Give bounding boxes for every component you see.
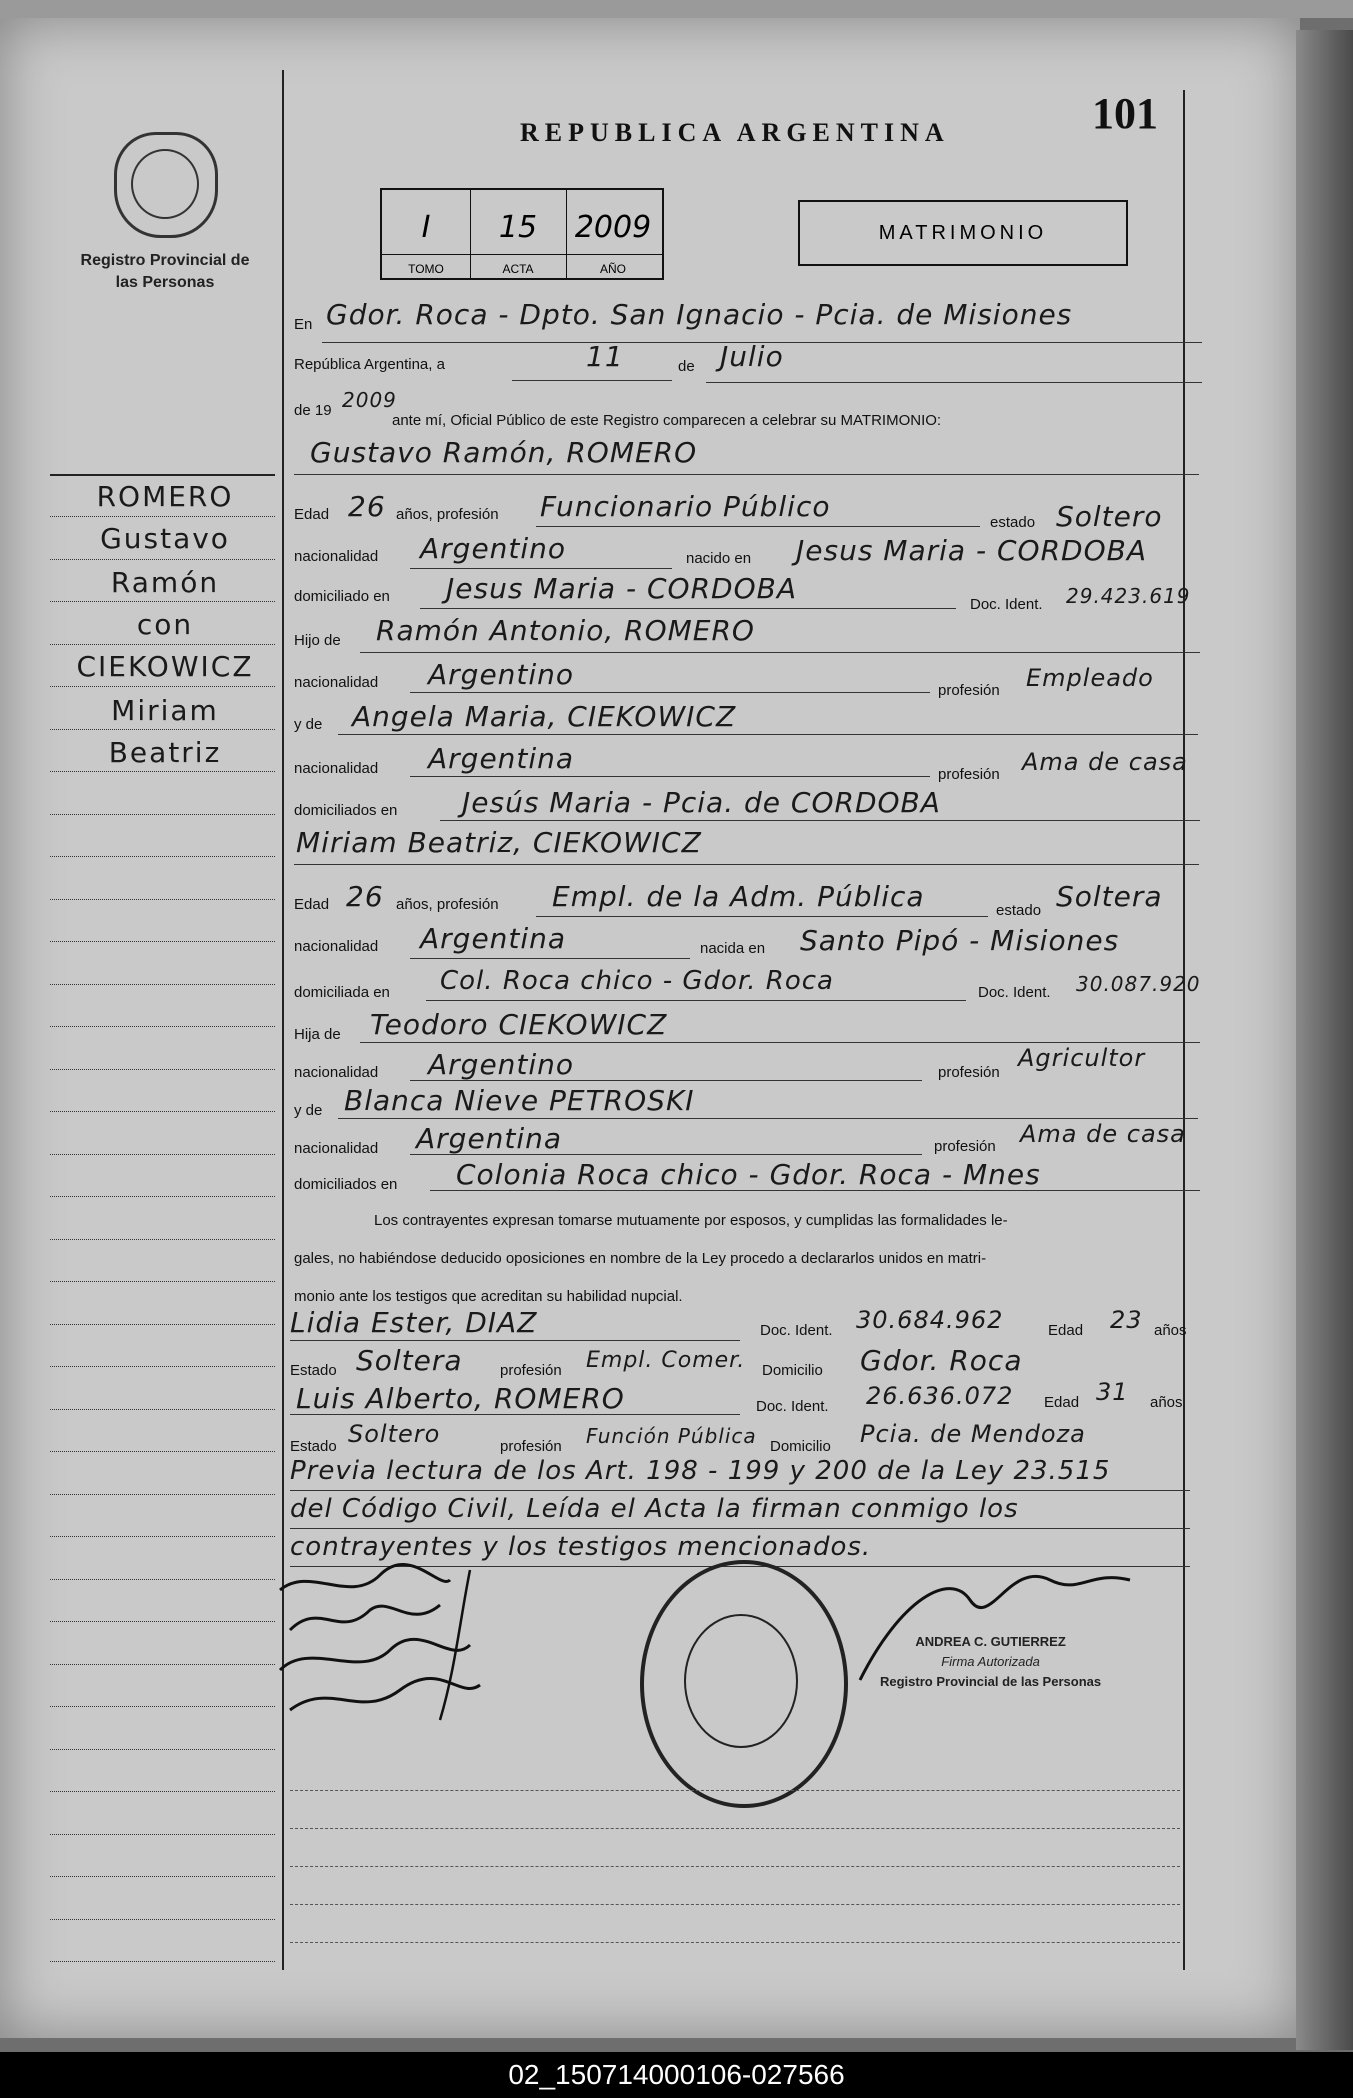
- bride-domicilio: Col. Roca chico - Gdor. Roca: [440, 966, 834, 996]
- de-label: de: [678, 358, 695, 375]
- margin-line: [50, 1749, 275, 1750]
- domiciliados-label: domiciliados en: [294, 802, 398, 819]
- official-name: ANDREA C. GUTIERREZ: [915, 1634, 1066, 1649]
- bride-padre-prof-label: profesión: [938, 1064, 1000, 1081]
- body-line: [290, 1904, 1180, 1905]
- margin-line: [50, 984, 275, 985]
- closing-line-3: contrayentes y los testigos mencionados.: [290, 1532, 872, 1562]
- doc-label: Doc. Ident.: [970, 596, 1043, 613]
- groom-padres-dom: Jesús Maria - Pcia. de CORDOBA: [462, 786, 941, 819]
- margin-line: [50, 1494, 275, 1495]
- bride-madre-nac: Argentina: [416, 1122, 563, 1155]
- margin-line: [50, 1196, 275, 1197]
- margin-line: [50, 1366, 275, 1367]
- witness-1-doc: 30.684.962: [856, 1306, 1004, 1334]
- margin-line: [50, 601, 275, 602]
- bride-padre-prof: Agricultor: [1018, 1044, 1146, 1072]
- witness-1-domicilio: Gdor. Roca: [860, 1344, 1023, 1377]
- bride-padre-nac: Argentino: [428, 1048, 575, 1081]
- groom-doc: 29.423.619: [1066, 584, 1191, 608]
- groom-domicilio: Jesus Maria - CORDOBA: [446, 572, 797, 605]
- witness-1-edad-label: Edad: [1048, 1322, 1084, 1339]
- book-top-strip: [0, 0, 1353, 18]
- year-value: 2009: [342, 388, 397, 412]
- body-line: [290, 1790, 1180, 1791]
- madre-prof-label: profesión: [938, 766, 1000, 783]
- witness-1-estado: Soltera: [356, 1344, 463, 1377]
- month-value: Julio: [720, 340, 784, 373]
- bride-nacionalidad: Argentina: [420, 922, 567, 955]
- bride-estado-label: estado: [996, 902, 1042, 919]
- witness-2-edad-label: Edad: [1044, 1394, 1080, 1411]
- bride-padres-dom: Colonia Roca chico - Gdor. Roca - Mnes: [456, 1158, 1041, 1191]
- tomo-label: TOMO: [408, 262, 444, 276]
- margin-line: [50, 559, 275, 560]
- bride-doc-label: Doc. Ident.: [978, 984, 1051, 1001]
- witness-1-prof-label: profesión: [500, 1362, 562, 1379]
- bride-madre: Blanca Nieve PETROSKI: [344, 1084, 695, 1117]
- groom-madre: Angela Maria, CIEKOWICZ: [352, 700, 737, 733]
- signatures: [270, 1560, 500, 1730]
- margin-line: [50, 1069, 275, 1070]
- margin-surname: ROMERO: [96, 480, 234, 513]
- groom-profesion: Funcionario Público: [540, 490, 831, 523]
- domiciliada-label: domiciliada en: [294, 984, 390, 1001]
- margin-name-4: Beatriz: [108, 736, 222, 769]
- en-label: En: [294, 316, 313, 333]
- page-number: 101: [1092, 89, 1158, 138]
- declaration-line-1: Los contrayentes expresan tomarse mutuamente por esposos, y cumplidas las formalidades le-: [374, 1212, 1008, 1229]
- margin-con: con: [136, 608, 194, 641]
- tomo-acta-ano-box: [380, 188, 664, 280]
- body-line: [290, 1942, 1180, 1943]
- bride-anos-label: años, profesión: [396, 896, 499, 913]
- groom-padre-nac: Argentino: [428, 658, 575, 691]
- groom-nacido: Jesus Maria - CORDOBA: [796, 534, 1147, 567]
- margin-line: [50, 1579, 275, 1580]
- groom-madre-nac: Argentina: [428, 742, 575, 775]
- bride-name: Miriam Beatriz, CIEKOWICZ: [296, 826, 702, 859]
- estado-label: estado: [990, 514, 1036, 531]
- official-org: Registro Provincial de las Personas: [880, 1674, 1102, 1689]
- witness-1-dom-label: Domicilio: [762, 1362, 823, 1379]
- hijo-label: Hijo de: [294, 632, 341, 649]
- bride-profesion: Empl. de la Adm. Pública: [552, 880, 925, 913]
- witness-1-estado-label: Estado: [290, 1362, 337, 1379]
- country-title: REPUBLICA ARGENTINA: [520, 118, 950, 147]
- groom-madre-prof: Ama de casa: [1022, 748, 1188, 776]
- edad-label: Edad: [294, 506, 330, 523]
- margin-line: [50, 1834, 275, 1835]
- witness-1-edad: 23: [1110, 1306, 1143, 1334]
- margin-line: [50, 1239, 275, 1240]
- republica-label: República Argentina, a: [294, 356, 445, 373]
- footer-id: 02_150714000106-027566: [0, 2052, 1353, 2098]
- domiciliado-label: domiciliado en: [294, 588, 390, 605]
- bride-madre-prof-label: profesión: [934, 1138, 996, 1155]
- closing-line-2: del Código Civil, Leída el Acta la firman conmigo los: [290, 1494, 1019, 1524]
- witness-1-doc-label: Doc. Ident.: [760, 1322, 833, 1339]
- margin-line: [50, 1281, 275, 1282]
- margin-line: [50, 1026, 275, 1027]
- intro-text: ante mí, Oficial Público de este Registro comparecen a celebrar su MATRIMONIO:: [392, 412, 942, 429]
- witness-1-profesion: Empl. Comer.: [586, 1348, 746, 1373]
- registry-emblem: [114, 132, 218, 238]
- margin-surname-2: CIEKOWICZ: [76, 650, 254, 683]
- margin-line: [50, 1621, 275, 1622]
- margin-line: [50, 686, 275, 687]
- margin-line: [50, 1791, 275, 1792]
- witness-2-doc-label: Doc. Ident.: [756, 1398, 829, 1415]
- groom-padre: Ramón Antonio, ROMERO: [376, 614, 755, 647]
- bride-edad: 26: [346, 880, 384, 913]
- padre-nac-label: nacionalidad: [294, 674, 379, 691]
- witness-1-anos-label: años: [1154, 1322, 1187, 1339]
- margin-name-2: Ramón: [110, 566, 220, 599]
- margin-line: [50, 516, 275, 517]
- body-line: [290, 1828, 1180, 1829]
- margin-line: [50, 1324, 275, 1325]
- bride-domiciliados-label: domiciliados en: [294, 1176, 398, 1193]
- acta-value: 15: [498, 210, 538, 245]
- right-rule: [1183, 90, 1185, 1970]
- yde-label: y de: [294, 716, 323, 733]
- margin-line: [50, 644, 275, 645]
- witness-2-domicilio: Pcia. de Mendoza: [860, 1420, 1086, 1448]
- bride-padre-nac-label: nacionalidad: [294, 1064, 379, 1081]
- madre-nac-label: nacionalidad: [294, 760, 379, 777]
- witness-2-anos-label: años: [1150, 1394, 1183, 1411]
- margin-line: [50, 1664, 275, 1665]
- nacida-label: nacida en: [700, 940, 766, 957]
- groom-estado: Soltero: [1056, 500, 1163, 533]
- witness-2-prof-label: profesión: [500, 1438, 562, 1455]
- nacido-label: nacido en: [686, 550, 752, 567]
- witness-2-dom-label: Domicilio: [770, 1438, 831, 1455]
- record-type-box: MATRIMONIO: [798, 200, 1128, 266]
- margin-line: [50, 814, 275, 815]
- anos-profesion-label: años, profesión: [396, 506, 499, 523]
- margin-line: [50, 899, 275, 900]
- registry-name: Registro Provincial de las Personas: [80, 252, 250, 291]
- hija-label: Hija de: [294, 1026, 341, 1043]
- tomo-value: I: [421, 210, 431, 245]
- bride-madre-prof: Ama de casa: [1020, 1120, 1186, 1148]
- witness-2-estado: Soltero: [348, 1420, 441, 1448]
- bride-edad-label: Edad: [294, 896, 330, 913]
- margin-line: [50, 1409, 275, 1410]
- body-line: [290, 1866, 1180, 1867]
- ano-value: 2009: [574, 210, 652, 245]
- margin-line: [50, 1919, 275, 1920]
- witness-2-name: Luis Alberto, ROMERO: [296, 1382, 625, 1415]
- declaration-line-2: gales, no habiéndose deducido oposiciones en nombre de la Ley procedo a declararlos unidos en matri-: [294, 1250, 987, 1267]
- margin-line: [50, 1706, 275, 1707]
- official-stamp-text: [880, 1632, 1101, 1692]
- bride-madre-nac-label: nacionalidad: [294, 1140, 379, 1157]
- acta-label: ACTA: [502, 262, 534, 276]
- margin-name-1: Gustavo: [100, 522, 230, 555]
- groom-padre-prof: Empleado: [1026, 664, 1154, 692]
- margin-line: [50, 1876, 275, 1877]
- bride-nacida: Santo Pipó - Misiones: [800, 924, 1120, 957]
- official-role: Firma Autorizada: [941, 1654, 1040, 1669]
- padre-prof-label: profesión: [938, 682, 1000, 699]
- bride-yde-label: y de: [294, 1102, 323, 1119]
- closing-line-1: Previa lectura de los Art. 198 - 199 y 200 de la Ley 23.515: [290, 1456, 1111, 1486]
- witness-2-doc: 26.636.072: [866, 1382, 1014, 1410]
- day-value: 11: [586, 340, 624, 373]
- witness-1-name: Lidia Ester, DIAZ: [290, 1306, 538, 1339]
- margin-line: [50, 941, 275, 942]
- bride-nac-label: nacionalidad: [294, 938, 379, 955]
- witness-2-edad: 31: [1096, 1378, 1129, 1406]
- year-label: de 19: [294, 402, 332, 419]
- margin-line: [50, 771, 275, 772]
- bride-doc: 30.087.920: [1076, 972, 1201, 996]
- margin-line: [50, 729, 275, 730]
- ano-label: AÑO: [599, 262, 626, 276]
- margin-line: [50, 1536, 275, 1537]
- groom-name: Gustavo Ramón, ROMERO: [310, 436, 698, 469]
- witness-2-estado-label: Estado: [290, 1438, 337, 1455]
- witness-2-profesion: Función Pública: [586, 1424, 757, 1448]
- margin-line: [50, 856, 275, 857]
- declaration-line-3: monio ante los testigos que acreditan su habilidad nupcial.: [294, 1288, 683, 1305]
- book-edge: [1296, 30, 1353, 2050]
- nacionalidad-label: nacionalidad: [294, 548, 379, 565]
- margin-line: [50, 1451, 275, 1452]
- official-stamp: [640, 1560, 848, 1808]
- groom-edad: 26: [348, 490, 386, 523]
- groom-nacionalidad: Argentino: [420, 532, 567, 565]
- margin-line: [50, 1154, 275, 1155]
- bride-estado: Soltera: [1056, 880, 1163, 913]
- margin-name-3: Miriam: [111, 694, 219, 727]
- margin-line: [50, 1111, 275, 1112]
- place-value: Gdor. Roca - Dpto. San Ignacio - Pcia. de Misiones: [326, 298, 1073, 331]
- bride-padre: Teodoro CIEKOWICZ: [370, 1008, 668, 1041]
- margin-line: [50, 1961, 275, 1962]
